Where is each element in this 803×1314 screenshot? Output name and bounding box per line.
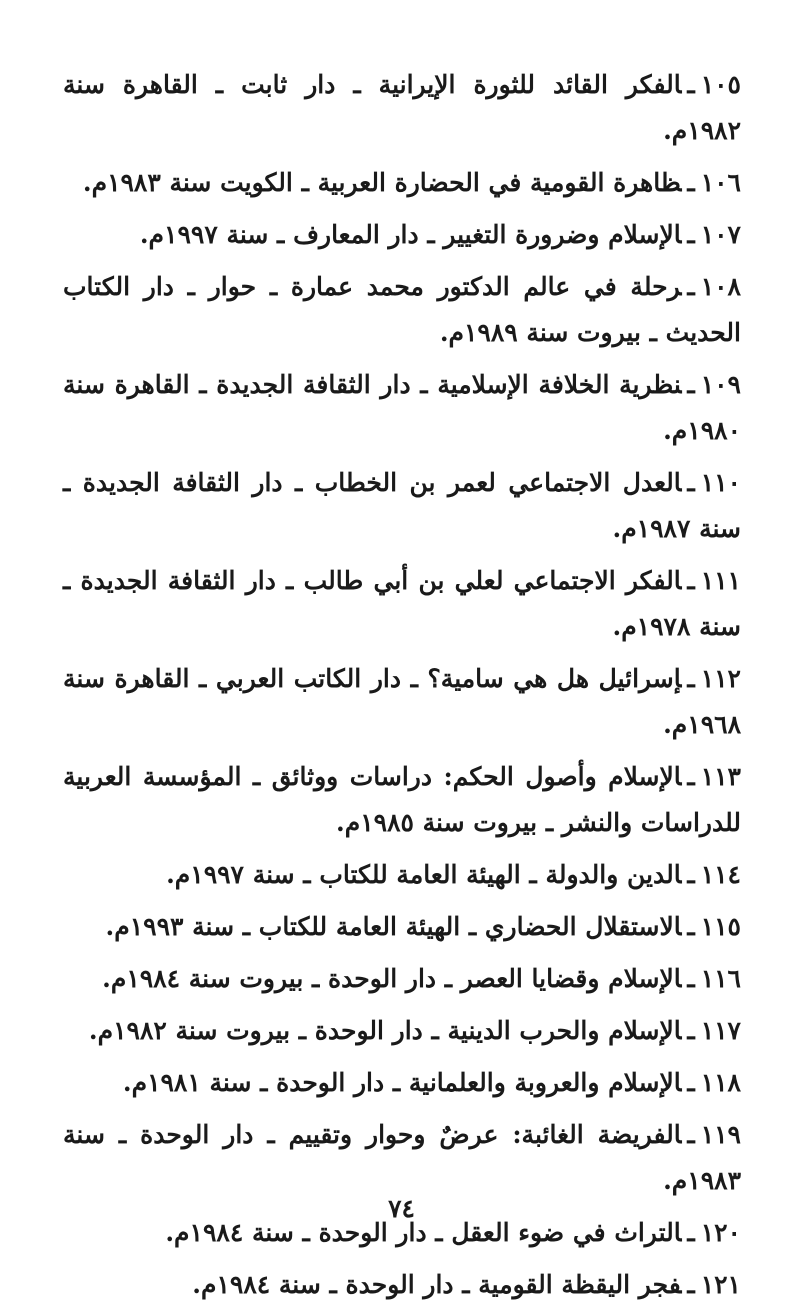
entry-text: إسرائيل هل هي سامية؟ ـ دار الكاتب العربي ـ القاهرة سنة ١٩٦٨م. <box>63 664 741 739</box>
entry-separator: ـ <box>687 1120 695 1149</box>
entry-text: الفريضة الغائبة: عرضٌ وحوار وتقييم ـ دار الوحدة ـ سنة ١٩٨٣م. <box>63 1120 741 1195</box>
entry-number: ١٠٥ <box>700 70 741 99</box>
entry-number: ١٠٩ <box>700 370 741 399</box>
entry-separator: ـ <box>687 1068 695 1097</box>
bibliography-list <box>63 62 741 1314</box>
list-item <box>63 1008 741 1054</box>
entry-text: رحلة في عالم الدكتور محمد عمارة ـ حوار ـ دار الكتاب الحديث ـ بيروت سنة ١٩٨٩م. <box>63 272 741 347</box>
entry-text: العدل الاجتماعي لعمر بن الخطاب ـ دار الثقافة الجديدة ـ سنة ١٩٨٧م. <box>63 468 741 543</box>
entry-separator: ـ <box>687 1016 695 1045</box>
entry-text: الإسلام وقضايا العصر ـ دار الوحدة ـ بيروت سنة ١٩٨٤م. <box>102 964 682 993</box>
list-item <box>63 160 741 206</box>
entry-text: الفكر القائد للثورة الإيرانية ـ دار ثابت ـ القاهرة سنة ١٩٨٢م. <box>63 70 741 145</box>
entry-separator: ـ <box>687 664 695 693</box>
entry-separator: ـ <box>687 70 695 99</box>
list-item <box>63 956 741 1002</box>
list-item <box>63 852 741 898</box>
entry-number: ١٠٨ <box>700 272 741 301</box>
entry-separator: ـ <box>687 168 695 197</box>
list-item <box>63 264 741 356</box>
list-item <box>63 62 741 154</box>
entry-text: الاستقلال الحضاري ـ الهيئة العامة للكتاب ـ سنة ١٩٩٣م. <box>105 912 682 941</box>
entry-number: ١١٧ <box>700 1016 741 1045</box>
entry-text: فجر اليقظة القومية ـ دار الوحدة ـ سنة ١٩٨٤م. <box>192 1270 682 1299</box>
page-number: ٧٤ <box>388 1194 415 1223</box>
entry-separator: ـ <box>687 1270 695 1299</box>
entry-separator: ـ <box>687 370 695 399</box>
entry-text: الفكر الاجتماعي لعلي بن أبي طالب ـ دار الثقافة الجديدة ـ سنة ١٩٧٨م. <box>63 566 741 641</box>
entry-number: ١١٣ <box>700 762 741 791</box>
entry-number: ١١٦ <box>700 964 741 993</box>
list-item <box>63 212 741 258</box>
entry-separator: ـ <box>687 912 695 941</box>
entry-text: ظاهرة القومية في الحضارة العربية ـ الكويت سنة ١٩٨٣م. <box>82 168 682 197</box>
entry-separator: ـ <box>687 1218 695 1247</box>
entry-separator: ـ <box>687 272 695 301</box>
entry-separator: ـ <box>687 860 695 889</box>
entry-number: ١١٩ <box>700 1120 741 1149</box>
entry-text: الدين والدولة ـ الهيئة العامة للكتاب ـ سنة ١٩٩٧م. <box>166 860 682 889</box>
list-item <box>63 1112 741 1204</box>
entry-number: ١٢٠ <box>700 1218 741 1247</box>
entry-number: ١١٨ <box>700 1068 741 1097</box>
entry-separator: ـ <box>687 468 695 497</box>
entry-number: ١٠٧ <box>700 220 741 249</box>
list-item <box>63 1262 741 1308</box>
entry-separator: ـ <box>687 964 695 993</box>
entry-separator: ـ <box>687 762 695 791</box>
entry-text: الإسلام والحرب الدينية ـ دار الوحدة ـ بيروت سنة ١٩٨٢م. <box>88 1016 682 1045</box>
list-item <box>63 1060 741 1106</box>
entry-number: ١٠٦ <box>700 168 741 197</box>
list-item <box>63 656 741 748</box>
entry-separator: ـ <box>687 220 695 249</box>
entry-number: ١١٥ <box>700 912 741 941</box>
entry-text: الإسلام وضرورة التغيير ـ دار المعارف ـ سنة ١٩٩٧م. <box>139 220 682 249</box>
entry-number: ١١٢ <box>700 664 741 693</box>
entry-text: نظرية الخلافة الإسلامية ـ دار الثقافة الجديدة ـ القاهرة سنة ١٩٨٠م. <box>63 370 741 445</box>
list-item <box>63 754 741 846</box>
entry-number: ١٢١ <box>700 1270 741 1299</box>
entry-separator: ـ <box>687 566 695 595</box>
entry-number: ١١١ <box>700 566 741 595</box>
list-item <box>63 460 741 552</box>
entry-number: ١١٤ <box>700 860 741 889</box>
list-item <box>63 904 741 950</box>
entry-number: ١١٠ <box>700 468 741 497</box>
entry-text: الإسلام وأصول الحكم: دراسات ووثائق ـ المؤسسة العربية للدراسات والنشر ـ بيروت سنة ١٩٨٥م. <box>63 762 741 837</box>
entry-text: التراث في ضوء العقل ـ دار الوحدة ـ سنة ١٩٨٤م. <box>165 1218 682 1247</box>
entry-text: الإسلام والعروبة والعلمانية ـ دار الوحدة ـ سنة ١٩٨١م. <box>122 1068 682 1097</box>
list-item <box>63 558 741 650</box>
list-item <box>63 362 741 454</box>
